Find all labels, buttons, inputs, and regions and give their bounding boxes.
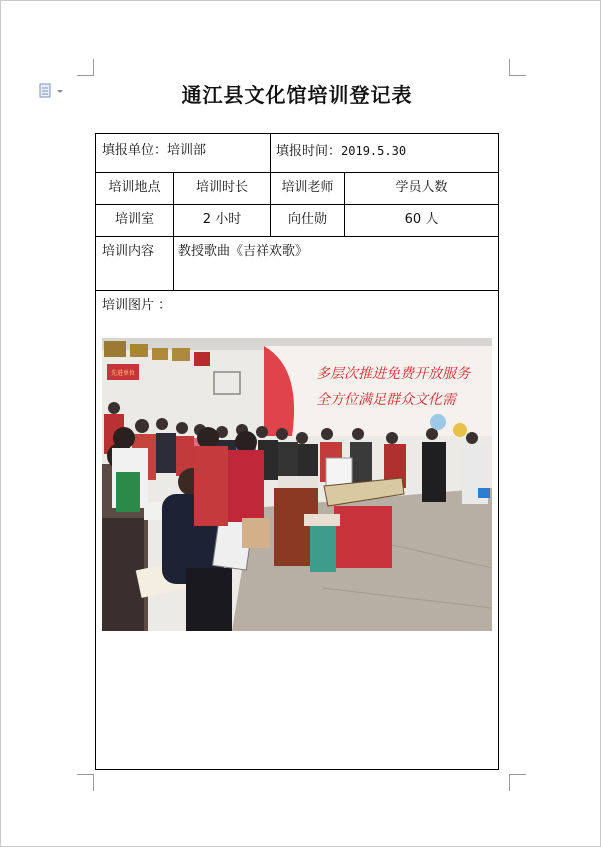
registration-form bbox=[95, 133, 499, 770]
header-students: 学员人数 bbox=[395, 180, 448, 195]
paste-icon[interactable] bbox=[39, 83, 65, 99]
value-students: 60 人 bbox=[404, 212, 439, 227]
reporting-unit-value: 培训部 bbox=[167, 143, 207, 158]
value-duration: 2 小时 bbox=[202, 212, 242, 227]
value-teacher: 向仕勋 bbox=[287, 212, 327, 227]
content-value: 教授歌曲《吉祥欢歌》 bbox=[178, 244, 309, 259]
reporting-unit-label: 填报单位： bbox=[102, 143, 168, 158]
header-teacher: 培训老师 bbox=[281, 180, 334, 195]
banner-line-2: 全方位满足群众文化需 bbox=[316, 392, 456, 408]
report-time-label: 填报时间： bbox=[276, 144, 342, 159]
photo-label: 培训图片 ： bbox=[102, 298, 172, 313]
crop-mark-top-left bbox=[77, 59, 94, 76]
crop-mark-top-right bbox=[509, 59, 526, 76]
banner-line-1: 多层次推进免费开放服务 bbox=[316, 366, 470, 382]
header-location: 培训地点 bbox=[108, 180, 161, 195]
reporting-unit bbox=[102, 143, 206, 159]
training-photo bbox=[102, 338, 492, 631]
plaque-sign: 先进单位 bbox=[110, 370, 136, 377]
report-time-value: 2019.5.30 bbox=[341, 144, 407, 158]
content-label: 培训内容 bbox=[102, 244, 155, 259]
header-duration: 培训时长 bbox=[195, 180, 248, 195]
crop-mark-bottom-left bbox=[77, 774, 94, 791]
report-time bbox=[276, 143, 406, 160]
crop-mark-bottom-right bbox=[509, 774, 526, 791]
document-title: 通江县文化馆培训登记表 bbox=[181, 83, 413, 107]
value-location: 培训室 bbox=[114, 212, 154, 227]
